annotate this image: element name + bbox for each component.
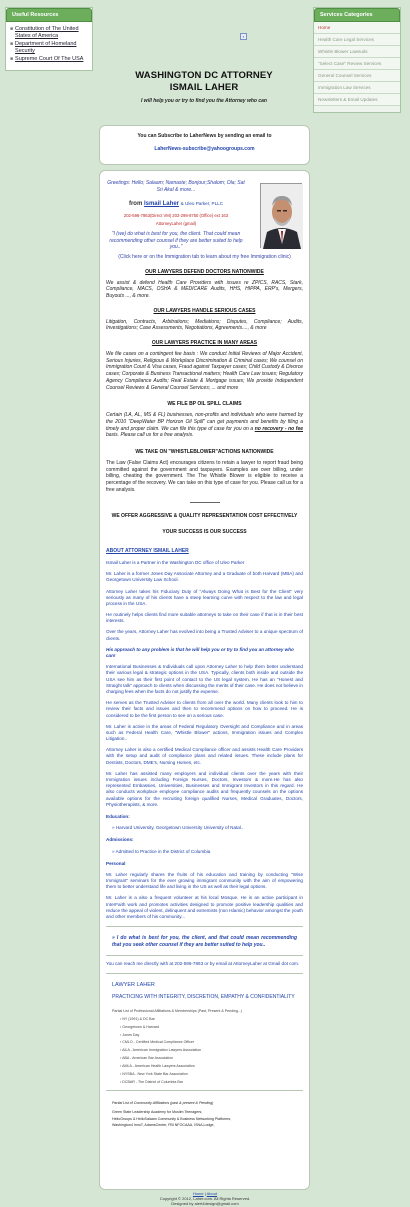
whistleblower-text: The Law (False Claims Act) encourages citizens to retain a lawyer to report fraud being committed against the government and taxpayers. Examples are over billing, under billing, cheating the government. The The Whistle Blower is eligible to receive a percentage of the recovery. We can take on this type of case for you. Please call us for a free analysis. <box>106 459 303 493</box>
intro-quote: "I (we) do what is best for you, the client. That could mean recommending other counsel if they are better suited to help you.." <box>109 230 243 251</box>
page-title-line2: ISMAIL LAHER <box>169 81 239 93</box>
closing-quote-text: I do what is best for you, the client, and that could mean recommending that you seek other counsel if they are better suited to help you.. <box>112 935 298 948</box>
education-item-text: Harvard University, Georgetown University University of Natal.. <box>115 825 244 831</box>
service-item-health-care[interactable]: Health Care Legal Services <box>314 34 400 46</box>
footer-about-link[interactable]: About <box>206 1191 218 1196</box>
serious-text: Litigation, Contracts, Arbitrations; Mediations; Disputes, Compliance; Audits, Investigations; Case Assessments, Negotiations, Agreements...., & more <box>106 318 303 332</box>
affiliation-item: ▪ DCBAR - The District of Columbia Bar <box>120 1080 303 1085</box>
community-item: Washington4 InnoT, AdamsCenter, FBI NFOCAAA, ISNA,Lodge, <box>112 1123 215 1128</box>
bullet-icon: ■ <box>10 41 14 48</box>
admissions-item-text: Admitted to Practice in the District of Columbia <box>115 848 211 854</box>
resource-link-dhs[interactable]: Department of Homeland Security <box>15 41 77 54</box>
bp-no-fee: no recovery - no fee <box>254 425 304 432</box>
affiliation-item: ▪ NY (1991) & DC Bar <box>120 1017 303 1022</box>
affiliation-item: ▪ Georgetown & Harvard <box>120 1025 303 1030</box>
personal-p1: Mr. Laher regularly shares the fruits of his education and training by conducting "Wise Immigrant" seminars for the ever growing immigrant community with the aim of empowering them to better understand life and living in the US as well as their legal options. <box>106 871 303 890</box>
services-panel <box>313 7 401 113</box>
practice-heading: OUR LAWYERS PRACTICE IN MANY AREAS <box>151 340 258 347</box>
bullet-icon: ■ <box>10 56 14 63</box>
page-footer <box>0 1191 410 1207</box>
attorney-name-link[interactable]: Ismail Laher <box>143 200 179 207</box>
affiliation-item: ▪ Jones Day <box>120 1033 303 1038</box>
service-item-home[interactable]: Home <box>314 22 400 34</box>
bp-text-1: Certain (LA, AL, MS & FL) businesses, non-profits and individuals who were harmed by the 2010 "DeepWater BP Horizon Oil Spill" can get payments and benefits by filing a timely and proper claim. We can file this type of case for you on a <box>106 412 303 432</box>
resource-item <box>10 56 88 63</box>
footer-designed-by: Designed by alert4design@gmail.com <box>171 1201 239 1207</box>
firm-name: & Uleo Parker, PLLC <box>180 200 224 206</box>
about-p11: Mr. Laher has assisted many employers and individual clients over the years with their Immigration issues including Foreign Nurses, Doctors, Investors & more.He has also represented Embassies, Universities, Businesses and Immigrant Investors in this regard. He also conducts workplace employee compliance audits and frequently counsels on the options available options for the recruiting foreign qualified Nurses, Medical Graduates, Doctors, Physiotherapists, & more. <box>106 770 303 807</box>
service-item-select-case[interactable]: "Select Case" Review Services <box>314 58 400 70</box>
service-item-immigration[interactable]: Immigration Law Services <box>314 82 400 94</box>
services-list <box>314 22 400 106</box>
admissions-item: » Admitted to Practice in the District of Columbia <box>112 848 211 854</box>
service-item-whistle-blower[interactable]: Whistle Blower Lawsuits <box>314 46 400 58</box>
divider <box>106 926 303 927</box>
affiliation-item: ▪ ABA - American Bar Association <box>120 1056 303 1061</box>
useful-resources-panel <box>5 7 93 71</box>
from-line <box>106 200 246 208</box>
affiliations-list <box>106 1017 303 1085</box>
from-prefix: from <box>128 200 143 207</box>
affiliation-item: ▪ CMLO - Certified Medical Compliance Officer <box>120 1040 303 1045</box>
services-panel-footer <box>314 106 400 112</box>
community-list <box>106 1109 303 1128</box>
about-p2: Mr. Laher is a former Jones Day Associate Attorney and a Graduate of both Harvard (MBA) and Georgetown University Law School. <box>106 571 303 583</box>
subscribe-text: You can Subscribe to LaherNews by sending an email to <box>137 133 272 139</box>
community-item: HelloGroups & HelloSalaam Community & Business Networking Platforms; <box>112 1116 232 1121</box>
bullet-icon: ■ <box>10 26 14 32</box>
personal-heading: Personal <box>106 860 126 866</box>
service-item-general-counsel[interactable]: General Counsel Services <box>314 70 400 82</box>
affiliation-item: ▪ NYSBA - New York State Bar Association <box>120 1072 303 1077</box>
offer-heading: WE OFFER AGGRESSIVE & QUALITY REPRESENTATION COST EFFECTIVELY <box>111 512 298 519</box>
affiliation-item: ▪ AILA - American Immigration Lawyers Association <box>120 1048 303 1053</box>
closing-quote: » I do what is best for you, the client, and that could mean recommending that you seek other counsel if they are better suited to help you.. <box>112 935 298 948</box>
useful-resources-list <box>6 22 92 70</box>
reach-text: You can reach me directly with at 202-596-7863 or by email at AttorneyLaher at Gmail dot com. <box>106 960 300 966</box>
services-title: Services Categories <box>314 8 400 22</box>
success-heading: YOUR SUCCESS IS OUR SUCCESS <box>162 529 247 536</box>
resource-link-supreme-court[interactable]: Supreme Court Of The USA <box>15 56 84 63</box>
about-p4: He routinely helps clients find more suitable attorneys to take on their case if that is in their best interests. <box>106 612 303 624</box>
admissions-heading: Admissions: <box>106 837 134 843</box>
about-p8: He serves as the Trusted Adviser to clients from all over the world. Many clients look to him to review their facts and issues and then to recommend options on how to proceed. He is considered to be the first person to see on a serious case. <box>106 700 303 718</box>
footer-home-link[interactable]: Home <box>192 1191 204 1196</box>
lawyer-laher-label: LAWYER LAHER <box>112 981 155 988</box>
service-item-newsletters[interactable]: Newsletters & Email Updates <box>314 94 400 106</box>
phone-numbers: 202-596-7863(Direct VM) 202-298-8750 (Office) ext 163 <box>123 212 229 218</box>
divider <box>106 955 303 956</box>
about-p6: His approach to any problem is that he will help you or try to find you an attorney who can! <box>106 646 294 658</box>
resource-item <box>10 41 88 54</box>
divider <box>190 502 220 503</box>
practice-text: We file cases on a contingent fee basis : We conduct Initial Reviews of Major Accident, Serious Injuries, Religious & Workplace Discrimination & Criminal cases; We counsel on Immigration Court & Visa cases, Fraud against Taxpayer cases; Child Custody & Divorce cases; Corporate & Business Transactional matters; Health Care Law issues; Regulatory Agency Compliance Audits; Real Estate & Mortgage issues; We provide Independent Counsel Reviews & General Counsel Services; ... and more <box>106 350 303 391</box>
practicing-label: PRACTICING WITH INTEGRITY, DISCRETION, EMPATHY & CONFIDENTIALITY <box>112 994 295 1001</box>
subscribe-box <box>99 125 310 165</box>
bp-heading: WE FILE BP OIL SPILL CLAIMS <box>167 401 242 408</box>
greeting-text: Greetings: Hello; Salaam; Namaste; Bonjour;Shalom; Ola; Sat Sri Akal & more... <box>107 180 245 193</box>
education-item: » Harvard University, Georgetown University University of Natal.. <box>112 825 244 831</box>
about-p10: Attorney Laher is also a certified Medical Compliance officer and assists Health Care Providers with the setup and audit of compliance plans and related issues. These include plans for Dentists, Doctors, DME's, Nursing Homes, etc. <box>106 747 303 765</box>
footer-copyright: Copyright © 2012, Laher.com. All Rights Reserved. <box>159 1196 251 1202</box>
defend-text: We assist & defend Health Care Providers with issues re ZPICS, RACS, Stark, Compliance, MACS, OSHA & MEDICARE Audits, HHS, HIPPA, ERP's, Mergers, Buyouts ..., & more. <box>106 279 303 300</box>
community-heading: Partial List of Community Affiliations (past & present & Pending) <box>112 1101 214 1106</box>
attorney-portrait-icon <box>261 184 303 249</box>
bp-text <box>106 412 303 439</box>
community-item: Green State Leadership Academy for Muslim Teenagers; <box>112 1110 203 1115</box>
about-p9: Mr. Laher is active in the areas of Federal Regulatory Oversight and Compliance and in areas such as Federal Health Care, "Whistle Blower" actions, Immigration issues and Complex Litigation.. <box>106 723 303 742</box>
about-heading: ABOUT ATTORNEY ISMAIL LAHER <box>106 548 189 555</box>
personal-p2: Mr. Laher is a also a frequent volunteer at his local Mosque. He is an active participant in InterFaith work and promotes activities designed to promote positive leadership qualities and reduce the appeal of violent, delinquent and extremists (non Islamic) behavior amongst the youth and other members of his community... <box>106 895 303 919</box>
divider <box>106 973 303 974</box>
page-header <box>98 70 310 105</box>
whistleblower-heading: WE TAKE ON "WHISTLEBLOWER"ACTIONS NATIONWIDE <box>135 449 274 456</box>
defend-heading: OUR LAWYERS DEFEND DOCTORS NATIONWIDE <box>145 268 264 275</box>
about-p5: Over the years, Attorney Laher has evolved into being a Trusted Adviser to a unique spectrum of clients. <box>106 629 303 641</box>
main-content <box>99 170 310 1190</box>
broken-image-icon: ▪ <box>240 33 247 40</box>
page-title-line1: WASHINGTON DC ATTORNEY <box>135 70 273 81</box>
attorney-photo <box>260 183 302 248</box>
education-heading: Education: <box>106 813 130 819</box>
affiliation-item: ▪ AMLA - American Health Lawyers Association <box>120 1064 303 1069</box>
affiliations-heading: Partial List of Professional Affiliations & Memberships (Past, Present & Pending...) <box>112 1009 243 1014</box>
immigration-clinic-link[interactable]: (Click here or on the Immigration tab to learn about my free Immigration clinic) <box>118 254 291 261</box>
footer-separator: | <box>204 1191 206 1196</box>
resource-item <box>10 26 88 39</box>
subscribe-email-link[interactable]: LaherNews-subscribe@yahoogroups.com <box>154 145 255 152</box>
about-p7: International Businesses & Individuals call upon Attorney Laher to help them better understand their various legal & strategic options in the USA. Typically, clients both inside and outside the USA see him as their first point of contact to the US legal system. He has an "Honest and Straight talk" approach to clients when discussing the merits of their case. He does not believe in charging fees when the facts do not justify the expense. <box>106 664 303 694</box>
divider <box>106 1090 303 1091</box>
serious-heading: OUR LAWYERS HANDLE SERIOUS CASES <box>153 307 256 314</box>
about-p3: Attorney Laher takes his Fiduciary Duty of "Always Doing What is Best for the Client" very seriously as many of his clients have a steep learning curve with respect to the law and legal process in the USA. <box>106 588 303 606</box>
useful-resources-title: Useful Resources <box>6 8 92 22</box>
resource-link-constitution[interactable]: Constitution of The United States of America <box>15 26 79 39</box>
contact-email: AttorneyLaher (gmail) <box>155 221 197 227</box>
about-p1: Ismail Laher is a Partner in the Washington DC office of Uleo Parker <box>106 559 245 565</box>
page-tagline: I will help you or try to find you the Attorney who can <box>141 97 267 104</box>
bp-text-2: basis. Please call us for a free analysis. <box>106 432 194 439</box>
